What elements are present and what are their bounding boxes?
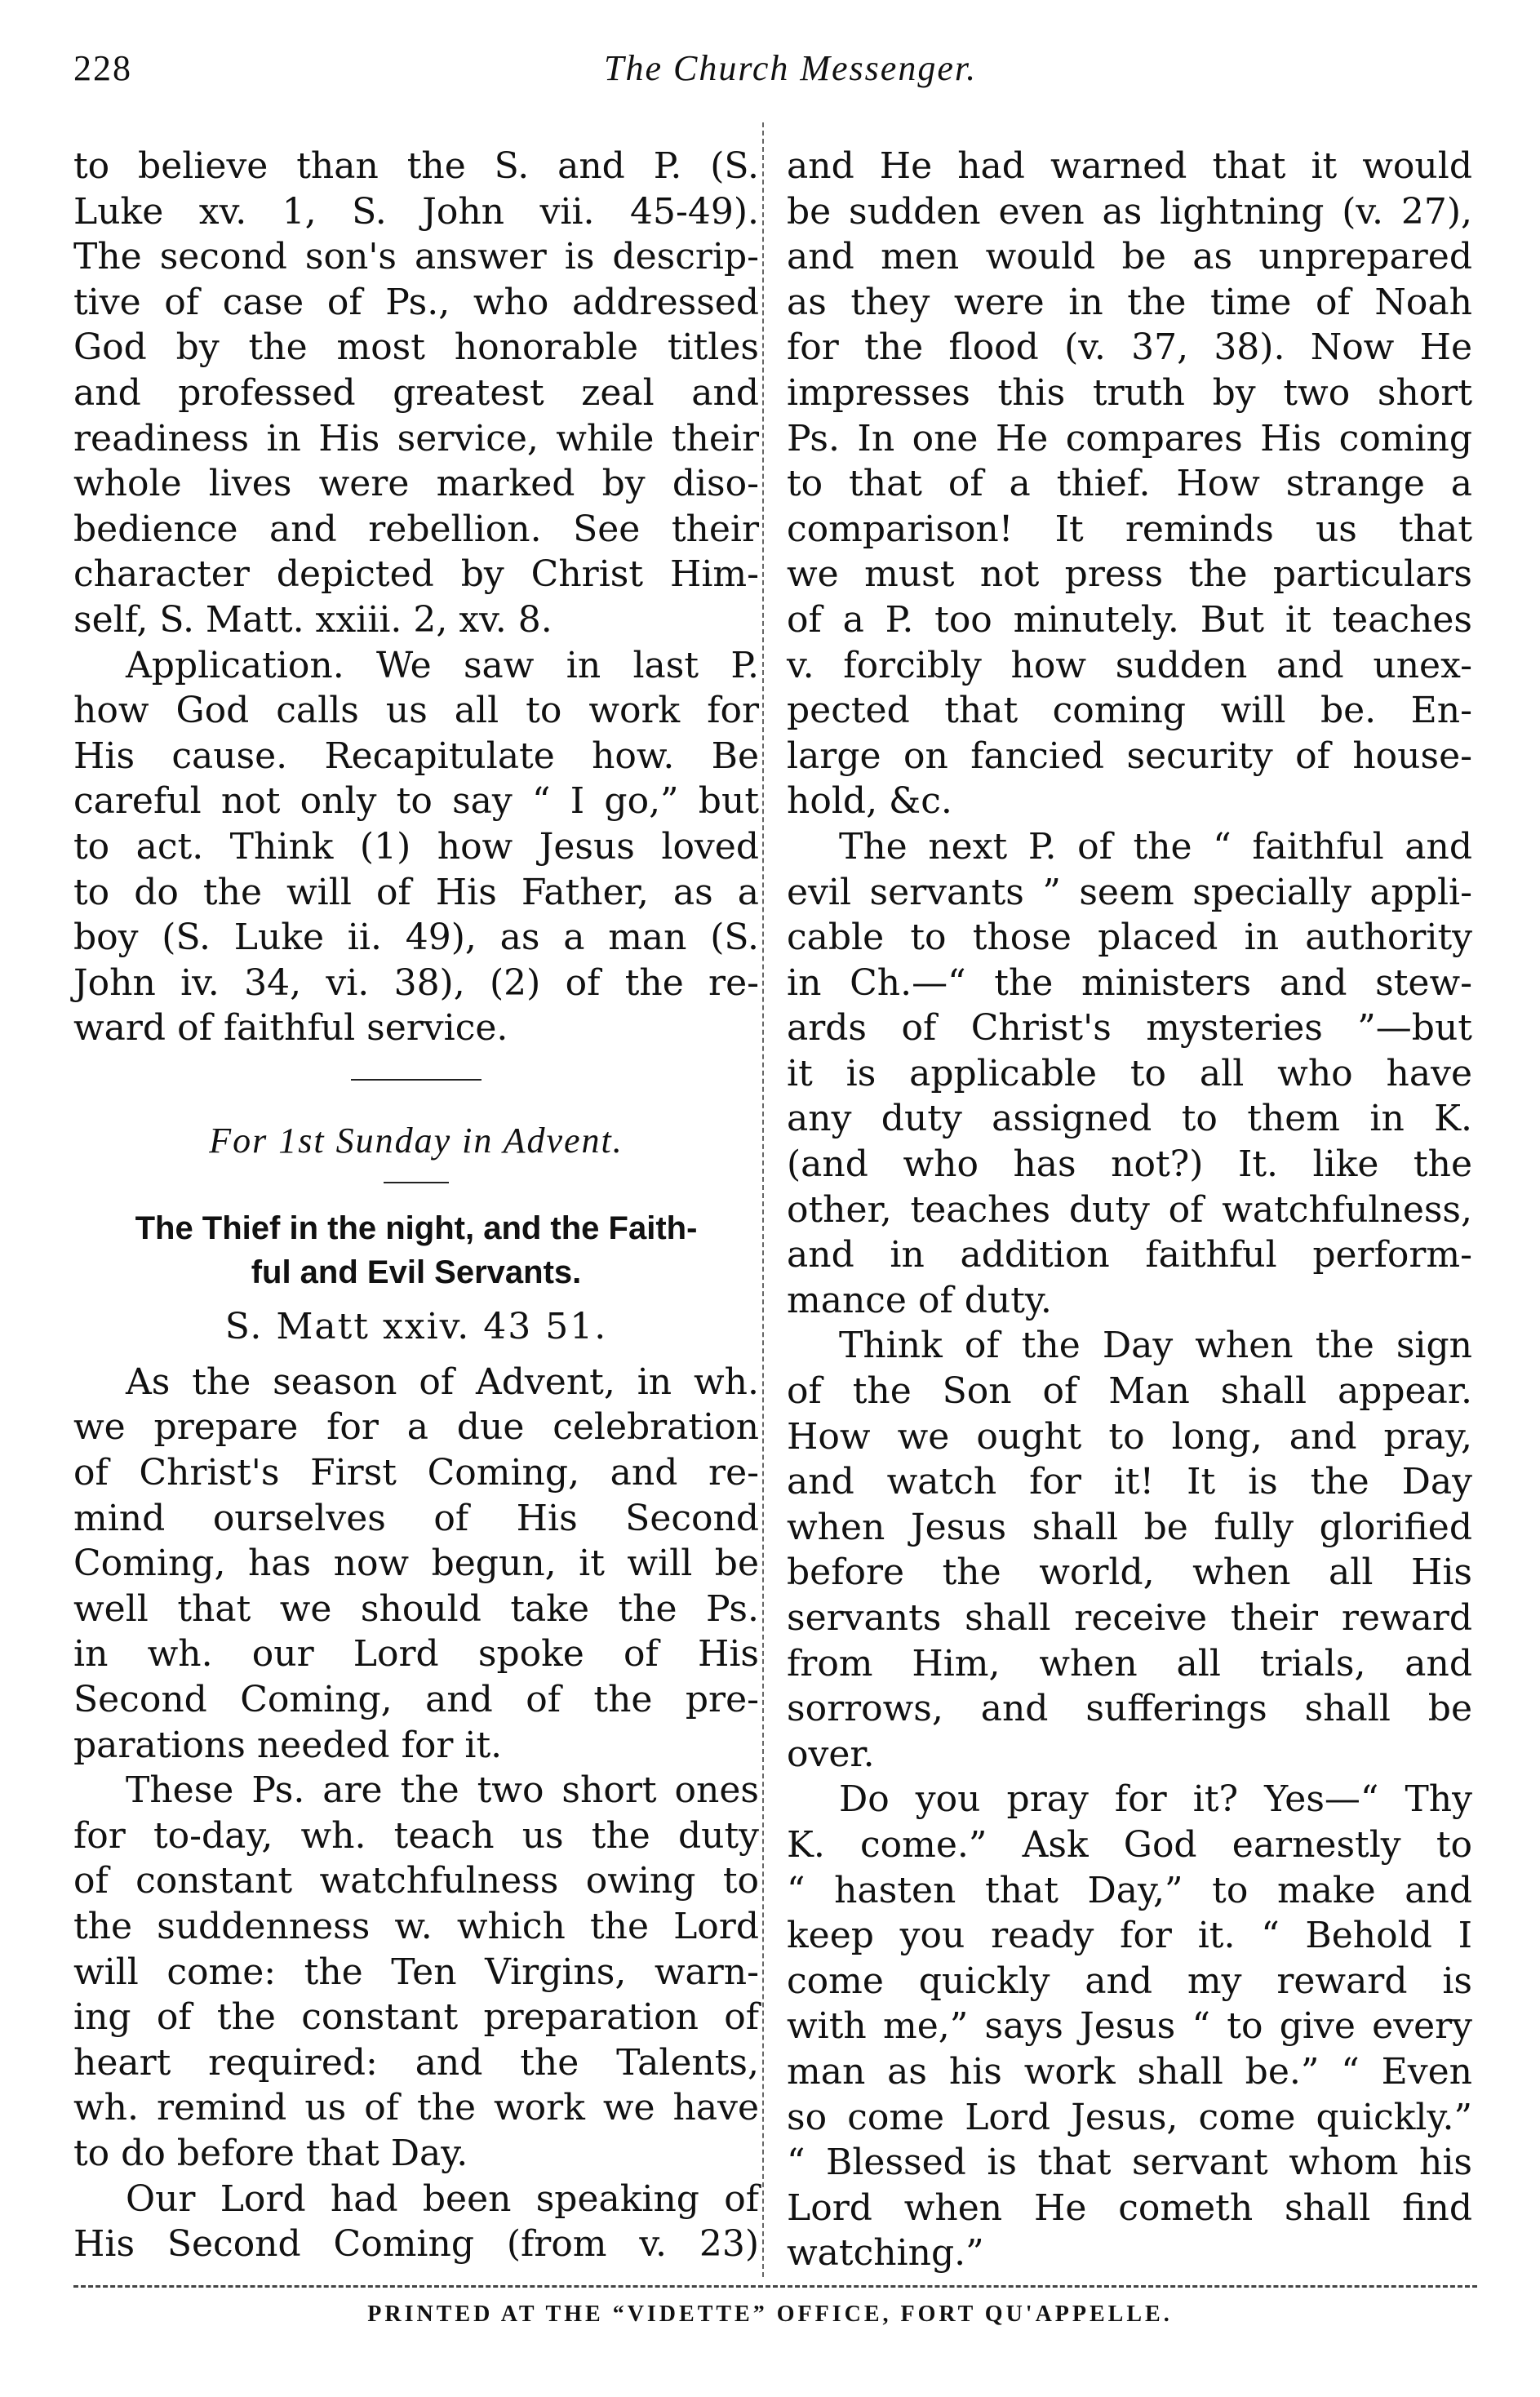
text-line: evil servants ” seem specially appli- [787, 871, 1472, 913]
text-line: well that we should take the Ps. [73, 1587, 759, 1630]
text-line: it is applicable to all who have [787, 1052, 1472, 1094]
left-column [73, 144, 759, 2267]
text-line: character depicted by Christ Him- [73, 553, 759, 596]
text-line: Lord when He cometh shall find [787, 2186, 1472, 2229]
text-line: of a P. too minutely. But it teaches [787, 598, 1472, 641]
text-line: Our Lord had been speaking of [126, 2177, 759, 2220]
text-line: comparison! It reminds us that [787, 508, 1472, 550]
text-line: pected that coming will be. En- [787, 690, 1472, 732]
text-line: v. forcibly how sudden and unex- [787, 644, 1472, 686]
text-line: How we ought to long, and pray, [787, 1415, 1472, 1458]
text-line: The next P. of the “ faithful and [839, 825, 1472, 868]
text-line: as they were in the time of Noah [787, 281, 1472, 323]
running-title: The Church Messenger. [604, 48, 978, 88]
scripture-reference: S. Matt xxiv. 43 51. [224, 1305, 608, 1347]
text-line: whole lives were marked by diso- [73, 463, 759, 505]
text-line: mind ourselves of His Second [73, 1497, 759, 1539]
text-line: to act. Think (1) how Jesus loved [73, 825, 759, 868]
text-line: impresses this truth by two short [787, 371, 1472, 414]
text-line: and men would be as unprepared [787, 236, 1472, 278]
text-line: ards of Christ's mysteries ”—but [787, 1007, 1472, 1050]
text-line: in Ch.—“ the ministers and stew- [787, 961, 1472, 1004]
text-line: Coming, has now begun, it will be [73, 1543, 759, 1585]
text-line: ing of the constant preparation of [73, 1996, 759, 2039]
text-line: His Second Coming (from v. 23) [73, 2223, 759, 2266]
text-line: As the season of Advent, in wh. [126, 1361, 759, 1403]
text-line: other, teaches duty of watchfulness, [787, 1188, 1472, 1231]
column-divider [762, 122, 764, 2277]
text-line: hold, &c. [787, 780, 952, 823]
page-header [73, 47, 1477, 104]
text-line: bedience and rebellion. See their [73, 508, 759, 550]
text-line: of the Son of Man shall appear. [787, 1370, 1472, 1413]
text-line: heart required: and the Talents, [73, 2041, 759, 2084]
text-line: careful not only to say “ I go,” but [73, 780, 759, 823]
text-line: watching.” [787, 2232, 984, 2275]
text-line: and professed greatest zeal and [73, 371, 759, 414]
text-line: His cause. Recapitulate how. Be [73, 735, 759, 777]
text-line: “ hasten that Day,” to make and [787, 1869, 1472, 1911]
text-line: mance of duty. [787, 1279, 1052, 1321]
text-line: any duty assigned to them in K. [787, 1098, 1472, 1140]
text-line: boy (S. Luke ii. 49), as a man (S. [73, 917, 759, 959]
text-line: keep you ready for it. “ Behold I [787, 1915, 1472, 1957]
text-line: Luke xv. 1, S. John vii. 45-49). [73, 190, 759, 233]
text-line: large on fancied security of house- [787, 735, 1472, 777]
article-title [73, 1206, 759, 1294]
text-line: Ps. In one He compares His coming [787, 417, 1472, 459]
text-line: to do before that Day. [73, 2132, 468, 2174]
text-line: Application. We saw in last P. [126, 644, 759, 686]
footer-rule [73, 2285, 1477, 2288]
text-line: God by the most honorable titles [73, 326, 759, 369]
text-line: for to-day, wh. teach us the duty [73, 1814, 759, 1857]
text-line: to that of a thief. How strange a [787, 463, 1472, 505]
text-line: parations needed for it. [73, 1724, 503, 1766]
text-line: with me,” says Jesus “ to give every [787, 2005, 1472, 2048]
text-line: and watch for it! It is the Day [787, 1461, 1472, 1503]
text-line: (and who has not?) It. like the [787, 1143, 1472, 1186]
article-title-line: The Thief in the night, and the Faith- [135, 1210, 698, 1246]
text-line: we prepare for a due celebration [73, 1406, 759, 1449]
text-line: so come Lord Jesus, come quickly.” [787, 2096, 1472, 2138]
text-line: will come: the Ten Virgins, warn- [73, 1951, 759, 1993]
text-line: the suddenness w. which the Lord [73, 1906, 759, 1947]
text-line: of constant watchfulness owing to [73, 1860, 759, 1902]
printer-imprint: PRINTED AT THE “VIDETTE” OFFICE, FORT QU'APPELLE. [367, 2302, 1173, 2327]
text-line: how God calls us all to work for [73, 690, 759, 732]
text-line: The second son's answer is descrip- [73, 236, 759, 278]
text-line: be sudden even as lightning (v. 27), [787, 190, 1472, 233]
text-line: These Ps. are the two short ones [126, 1769, 759, 1812]
text-line: Second Coming, and of the pre- [73, 1679, 759, 1721]
text-line: before the world, when all His [787, 1551, 1472, 1594]
text-line: wh. remind us of the work we have [73, 2087, 759, 2129]
text-line: man as his work shall be.” “ Even [787, 2050, 1472, 2093]
section-heading: For 1st Sunday in Advent. [209, 1120, 624, 1161]
text-line: servants shall receive their reward [787, 1597, 1472, 1639]
heading-divider [73, 1174, 759, 1206]
text-line: K. come.” Ask God earnestly to [787, 1823, 1472, 1866]
text-line: from Him, when all trials, and [787, 1642, 1472, 1685]
text-line: and in addition faithful perform- [787, 1234, 1472, 1276]
text-line: tive of case of Ps., who addressed [73, 281, 759, 323]
text-line: John iv. 34, vi. 38), (2) of the re- [73, 961, 759, 1004]
right-column [787, 144, 1472, 2276]
text-line: of Christ's First Coming, and re- [73, 1452, 759, 1494]
text-line: to believe than the S. and P. (S. [73, 145, 759, 187]
text-line: Do you pray for it? Yes—“ Thy [839, 1778, 1472, 1821]
text-line: Think of the Day when the sign [839, 1325, 1472, 1367]
text-line: we must not press the particulars [787, 553, 1472, 596]
section-divider [73, 1051, 759, 1108]
page-number: 228 [73, 48, 132, 88]
text-line: sorrows, and sufferings shall be [787, 1688, 1472, 1730]
text-line: self, S. Matt. xxiii. 2, xv. 8. [73, 598, 553, 641]
article-title-line: ful and Evil Servants. [251, 1254, 582, 1290]
text-line: “ Blessed is that servant whom his [787, 2142, 1472, 2184]
text-line: over. [787, 1733, 875, 1775]
text-line: when Jesus shall be fully glorified [787, 1506, 1472, 1548]
text-line: and He had warned that it would [787, 145, 1472, 187]
text-line: readiness in His service, while their [73, 417, 759, 459]
text-line: cable to those placed in authority [787, 917, 1472, 959]
text-line: to do the will of His Father, as a [73, 871, 759, 913]
text-line: for the flood (v. 37, 38). Now He [787, 326, 1472, 369]
text-line: come quickly and my reward is [787, 1960, 1472, 2002]
text-line: in wh. our Lord spoke of His [73, 1633, 759, 1676]
text-line: ward of faithful service. [73, 1007, 508, 1050]
